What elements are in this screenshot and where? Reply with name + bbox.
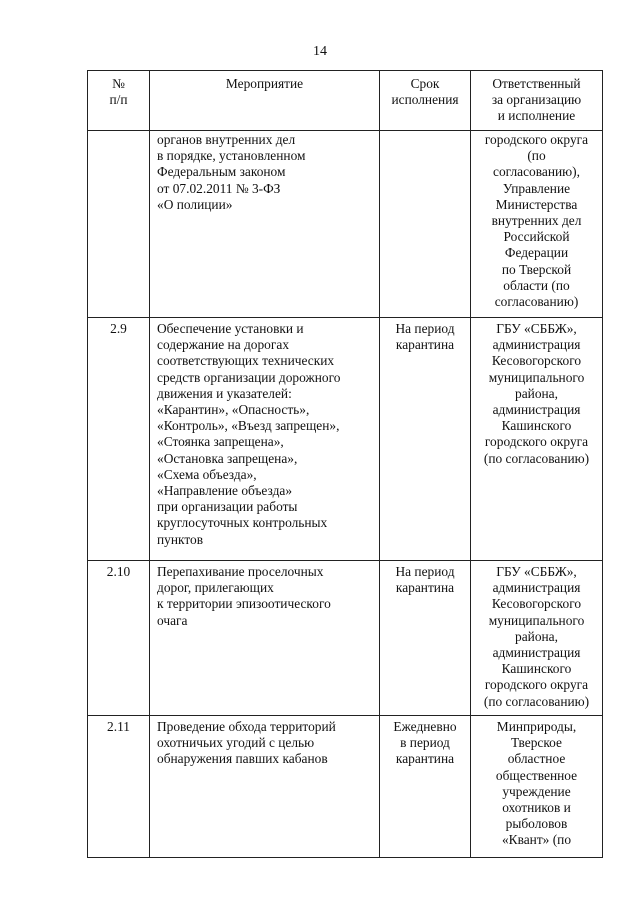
event-line: к территории эпизоотического <box>157 596 331 612</box>
table-row <box>88 716 603 858</box>
event-line: «Направление объезда» <box>157 483 293 499</box>
responsible-line: района, <box>515 628 558 644</box>
header-term <box>380 71 471 131</box>
event-line: Обеспечение установки и <box>157 321 304 336</box>
responsible-line: согласованию) <box>494 294 579 310</box>
row-event <box>150 561 380 716</box>
event-line: «Карантин», «Опасность», <box>157 402 310 418</box>
event-line: Проведение обхода территорий <box>157 719 336 734</box>
responsible-line: администрация <box>492 645 581 661</box>
event-line: Федеральным законом <box>157 164 286 180</box>
header-responsible-line: и исполнение <box>497 108 576 124</box>
event-line: «О полиции» <box>157 196 233 212</box>
responsible-line: по Тверской <box>501 261 572 277</box>
event-line: «Остановка запрещена», <box>157 450 298 466</box>
event-line: «Контроль», «Въезд запрещен», <box>157 418 340 434</box>
event-line: пунктов <box>157 531 204 547</box>
responsible-line: общественное <box>495 767 578 783</box>
event-line: очага <box>157 612 188 628</box>
responsible-line: (по согласованию) <box>483 450 590 466</box>
table-row <box>88 131 603 318</box>
table-row <box>88 318 603 561</box>
event-line: «Стоянка запрещена», <box>157 434 284 450</box>
term-line: На период <box>395 321 455 336</box>
measures-table <box>87 70 603 858</box>
event-line: соответствующих технических <box>157 353 335 369</box>
row-term <box>380 131 471 318</box>
responsible-line: охотников и <box>502 800 571 816</box>
responsible-line: администрация <box>492 402 581 418</box>
header-num-line: п/п <box>109 92 128 108</box>
responsible-line: (по <box>527 148 546 164</box>
responsible-line: Кашинского <box>501 661 572 677</box>
table-row <box>88 561 603 716</box>
responsible-line: ГБУ «СББЖ», <box>496 564 577 579</box>
responsible-line: городского округа <box>484 677 589 693</box>
row-number: 2.9 <box>88 318 150 561</box>
row-number: 2.10 <box>88 561 150 716</box>
event-line: содержание на дорогах <box>157 337 290 353</box>
responsible-line: городского округа <box>484 132 589 147</box>
header-responsible <box>471 71 603 131</box>
event-line: органов внутренних дел <box>157 132 296 147</box>
row-event <box>150 131 380 318</box>
row-term <box>380 561 471 716</box>
event-line: Перепахивание проселочных <box>157 564 324 579</box>
event-line: от 07.02.2011 № 3-ФЗ <box>157 180 281 196</box>
row-number: 2.11 <box>88 716 150 858</box>
term-line: карантина <box>395 580 455 596</box>
page-number: 14 <box>313 44 327 59</box>
responsible-line: внутренних дел <box>491 213 582 229</box>
row-responsible <box>471 716 603 858</box>
term-line: в период <box>400 735 450 751</box>
event-line: при организации работы <box>157 499 298 515</box>
event-line: «Схема объезда», <box>157 466 257 482</box>
event-line: средств организации дорожного <box>157 369 341 385</box>
event-line: обнаружения павших кабанов <box>157 751 328 767</box>
header-term-line: Срок <box>410 76 440 91</box>
event-line: в порядке, установленном <box>157 148 306 164</box>
row-responsible <box>471 561 603 716</box>
event-line: дорог, прилегающих <box>157 580 274 596</box>
event-line: круглосуточных контрольных <box>157 515 328 531</box>
term-line: Ежедневно <box>393 719 457 734</box>
row-event <box>150 716 380 858</box>
header-num-line: № <box>112 76 125 91</box>
responsible-line: муниципального <box>488 612 585 628</box>
responsible-line: Федерации <box>504 245 569 261</box>
term-line: карантина <box>395 751 455 767</box>
header-responsible-line: за организацию <box>491 92 582 108</box>
responsible-line: администрация <box>492 337 581 353</box>
row-term <box>380 318 471 561</box>
responsible-line: Кашинского <box>501 418 572 434</box>
responsible-line: согласованию), <box>493 164 580 180</box>
header-term-line: исполнения <box>391 92 459 108</box>
table-header-row <box>88 71 603 131</box>
responsible-line: Кесовогорского <box>491 596 582 612</box>
responsible-line: Тверское <box>511 735 562 751</box>
row-term <box>380 716 471 858</box>
responsible-line: администрация <box>492 580 581 596</box>
header-event-line: Мероприятие <box>225 76 304 91</box>
responsible-line: области (по <box>503 277 570 293</box>
responsible-line: рыболовов <box>505 816 568 832</box>
header-event <box>150 71 380 131</box>
row-responsible <box>471 131 603 318</box>
responsible-line: района, <box>515 385 558 401</box>
responsible-line: Управление <box>502 180 571 196</box>
event-line: движения и указателей: <box>157 385 292 401</box>
header-num <box>88 71 150 131</box>
responsible-line: Российской <box>503 229 570 245</box>
row-responsible <box>471 318 603 561</box>
term-line: карантина <box>395 337 455 353</box>
row-number <box>88 131 150 318</box>
responsible-line: муниципального <box>488 369 585 385</box>
event-line: охотничьих угодий с целью <box>157 735 315 751</box>
responsible-line: Минприроды, <box>496 719 577 734</box>
responsible-line: областное <box>507 751 566 767</box>
header-responsible-line: Ответственный <box>492 76 581 91</box>
responsible-line: (по согласованию) <box>483 693 590 709</box>
responsible-line: ГБУ «СББЖ», <box>496 321 577 336</box>
responsible-line: учреждение <box>502 783 571 799</box>
term-line: На период <box>395 564 455 579</box>
responsible-line: «Квант» (по <box>501 832 572 848</box>
responsible-line: Кесовогорского <box>491 353 582 369</box>
row-event <box>150 318 380 561</box>
responsible-line: городского округа <box>484 434 589 450</box>
responsible-line: Министерства <box>495 196 578 212</box>
